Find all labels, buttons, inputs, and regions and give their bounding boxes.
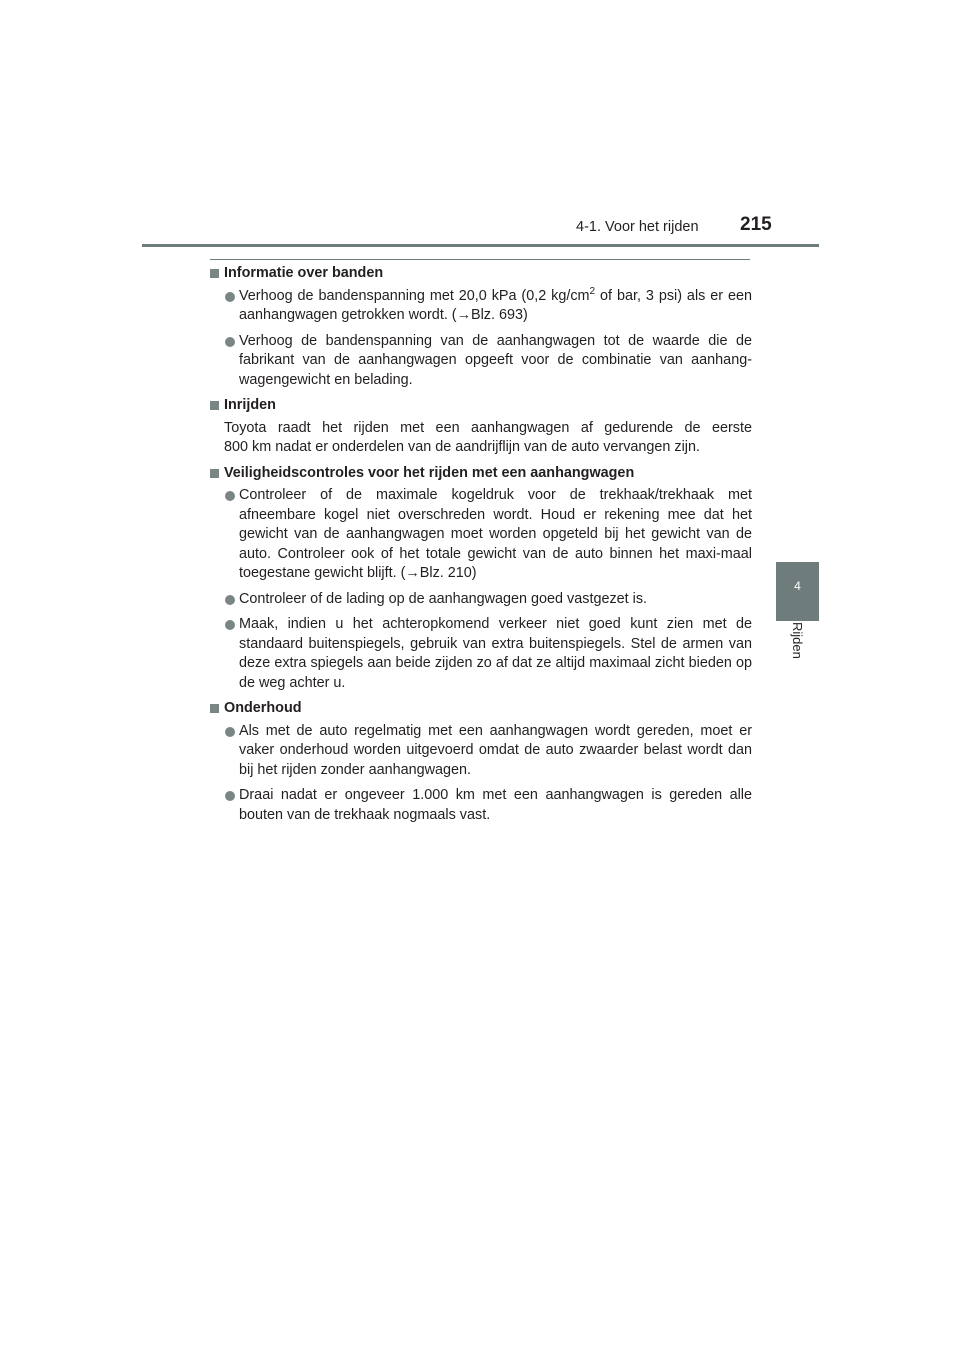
square-bullet-icon <box>210 704 219 713</box>
header-divider <box>142 244 819 247</box>
section-informatie-over-banden <box>210 264 752 390</box>
content-top-divider <box>210 259 750 260</box>
bullet-item <box>210 332 752 391</box>
section-title <box>210 464 752 484</box>
chapter-label-box <box>776 622 819 682</box>
round-bullet-icon <box>225 791 235 801</box>
round-bullet-icon <box>225 337 235 347</box>
chapter-tab <box>776 562 819 621</box>
section-veiligheidscontroles <box>210 464 752 694</box>
section-title-text: Informatie over banden <box>224 265 384 281</box>
main-content <box>210 264 752 831</box>
round-bullet-icon <box>225 292 235 302</box>
bullet-text: Verhoog de bandenspanning van de aanhangwagen tot de waarde die de fabrikant van de aanhangwagen opgeeft voor de combinatie van aanhang-wagengewicht en belading. <box>239 332 752 388</box>
round-bullet-icon <box>225 727 235 737</box>
chapter-label: Rijden <box>790 622 805 659</box>
bullet-item <box>210 287 752 326</box>
bullet-text: Als met de auto regelmatig met een aanhangwagen wordt gereden, moet er vaker onderhoud worden uitgevoerd omdat de auto zwaarder belast wordt dan bij het rijden zonder aanhangwagen. <box>239 722 752 778</box>
bullet-item <box>210 486 752 584</box>
bullet-text: Maak, indien u het achteropkomend verkeer niet goed kunt zien met de standaard buitenspiegels, gebruik van extra buitenspiegels. Stel de armen van deze extra spiegels aan beide zijden zo af dat ze altijd maximaal zicht bieden op de weg achter u. <box>239 616 752 691</box>
section-title-text: Onderhoud <box>224 700 302 716</box>
bullet-text: Controleer of de maximale kogeldruk voor de trekhaak/trekhaak met afneembare kogel niet overschreden wordt. Houd er rekening mee dat het gewicht van de aanhangwagen moet worden opgeteld bij het gewicht van de auto. Controleer ook of het totale gewicht van de auto binnen het maxi-maal toegestane gewicht blijft. (→Blz. 210) <box>239 487 752 581</box>
section-title <box>210 264 752 284</box>
section-title-text: Veiligheidscontroles voor het rijden met een aanhangwagen <box>224 464 635 481</box>
bullet-item <box>210 615 752 693</box>
bullet-item <box>210 722 752 781</box>
square-bullet-icon <box>210 269 219 278</box>
round-bullet-icon <box>225 491 235 501</box>
bullet-item <box>210 590 752 610</box>
chapter-number: 4 <box>794 579 801 593</box>
section-title-text: Inrijden <box>224 397 276 413</box>
square-bullet-icon <box>210 469 219 478</box>
section-title <box>210 699 752 719</box>
section-title <box>210 396 752 416</box>
paragraph-line: 800 km nadat er onderdelen van de aandrijflijn van de auto vervangen zijn. <box>224 439 701 455</box>
bullet-text-part: Verhoog de bandenspanning met 20,0 kPa (0,2 kg/cm <box>239 287 590 304</box>
square-bullet-icon <box>210 401 219 410</box>
round-bullet-icon <box>225 620 235 630</box>
round-bullet-icon <box>225 595 235 605</box>
bullet-text-part: of bar, 3 psi) als er een aanhangwagen getrokken wordt. (→Blz. 693) <box>239 287 752 323</box>
section-onderhoud <box>210 699 752 825</box>
bullet-text: Controleer of de lading op de aanhangwagen goed vastgezet is. <box>239 590 648 607</box>
bullet-item <box>210 786 752 825</box>
bullet-text: Draai nadat er ongeveer 1.000 km met een aanhangwagen is gereden alle bouten van de trekhaak nogmaals vast. <box>239 787 752 823</box>
superscript: 2 <box>589 285 596 297</box>
section-inrijden <box>210 396 752 458</box>
header-section-title: 4-1. Voor het rijden <box>576 219 699 235</box>
page-number: 215 <box>740 214 772 235</box>
paragraph-line: Toyota raadt het rijden met een aanhangwagen af gedurende de eerste <box>224 419 752 436</box>
paragraph <box>210 419 752 458</box>
